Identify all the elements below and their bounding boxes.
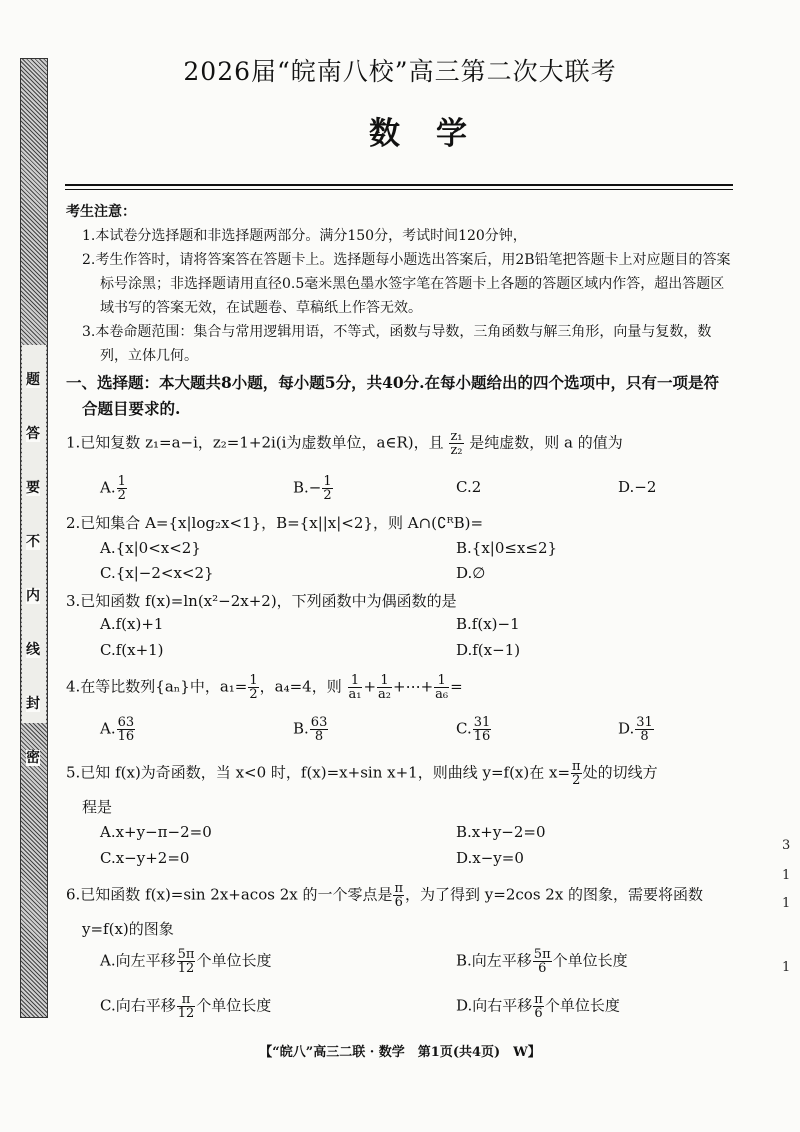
denominator: a₁ [348, 687, 362, 702]
denominator: 2 [249, 687, 258, 702]
denominator: 12 [177, 961, 195, 976]
denominator: a₂ [378, 687, 392, 702]
q6-option-d [456, 993, 620, 1020]
numerator: 1 [348, 674, 363, 688]
option-label: D. [618, 719, 635, 738]
q2-option-b: B.{x|0≤x≤2} [456, 539, 558, 557]
numerator: 1 [249, 673, 258, 688]
question-4 [66, 674, 736, 701]
q5-option-c: C.x−y+2=0 [100, 849, 190, 867]
subject-title: 数学 [369, 116, 503, 152]
denominator: 16 [473, 729, 491, 744]
option-suffix: 个单位长度 [196, 996, 272, 1015]
q5-fraction [571, 760, 582, 787]
option-fraction [310, 716, 329, 743]
q1-option-d [618, 478, 656, 496]
q4-option-d [618, 716, 655, 743]
binding-char: 线 [26, 642, 40, 658]
q5-option-a: A.x+y−π−2=0 [100, 823, 212, 841]
q5-stem-cont: 程是 [82, 798, 113, 816]
edge-mark: 1 [782, 896, 791, 911]
notice-item: 3.本卷命题范围：集合与常用逻辑用语，不等式，函数与导数，三角函数与解三角形，向量与复数，数列，立体几何。 [82, 324, 712, 364]
q1-option-c [456, 478, 481, 496]
denominator: 6 [394, 895, 403, 910]
denominator: 8 [640, 729, 649, 744]
section-line: 一、选择题：本大题共8小题，每小题5分，共40分.在每小题给出的四个选项中，只有一项是符 [66, 373, 720, 392]
numerator: z₁ [450, 429, 463, 444]
option-label: C. [456, 478, 472, 496]
q1-stem-end: 是纯虚数，则 a 的值为 [469, 433, 623, 452]
q4-option-c [456, 716, 492, 743]
q4-option-b [293, 716, 329, 743]
exam-notice [66, 200, 736, 368]
option-label: B.向左平移 [456, 951, 532, 970]
q4-a1-fraction [248, 674, 258, 701]
binding-char: 内 [26, 588, 40, 604]
q4-stem-mid: ，a₄=4，则 [259, 677, 342, 696]
notice-item: 2.考生作答时，请将答案答在答题卡上。选择题每小题选出答案后，用2B铅笔把答题卡上对应题目的答案标号涂黑；非选择题请用直径0.5毫米黑色墨水签字笔在答题卡上各题的答题区域内作答，超出答题区域书写的答案无效，在试题卷、草稿纸上作答无效。 [82, 252, 731, 316]
q5-stem: 5.已知 f(x)为奇函数，当 x<0 时，f(x)=x+sin x+1，则曲线 y=f(x)在 x= [66, 763, 571, 782]
q4-stem: 4.在等比数列{aₙ}中，a₁= [66, 677, 248, 696]
q3-option-a: A.f(x)+1 [100, 615, 164, 633]
option-label: D. [618, 478, 635, 496]
option-fraction [117, 475, 127, 502]
q1-option-a [100, 475, 128, 502]
option-fraction [533, 993, 544, 1020]
binding-char: 答 [26, 426, 40, 442]
q6-option-c [100, 993, 271, 1020]
q2-option-c: C.{x|−2<x<2} [100, 564, 214, 582]
option-label: A.向左平移 [100, 951, 176, 970]
option-fraction [635, 716, 654, 743]
binding-labels [26, 372, 40, 766]
option-fraction [533, 948, 552, 975]
plus-sign: + [363, 677, 377, 696]
q3-option-b: B.f(x)−1 [456, 615, 520, 633]
q6-option-b [456, 948, 628, 975]
q1-stem: 1.已知复数 z₁=a−i，z₂=1+2i(i为虚数单位，a∈R)，且 [66, 433, 444, 452]
edge-mark: 3 [782, 838, 791, 853]
q2-option-a: A.{x|0<x<2} [100, 539, 201, 557]
q5-stem-end: 处的切线方 [582, 763, 658, 782]
q3-option-c: C.f(x+1) [100, 641, 164, 659]
binding-char: 密 [26, 750, 40, 766]
q3-option-d: D.f(x−1) [456, 641, 521, 659]
binding-char: 不 [26, 534, 40, 550]
option-label: C. [456, 719, 472, 738]
numerator: 1 [377, 674, 392, 688]
numerator: 31 [473, 715, 491, 730]
q6-stem-cont: y=f(x)的图象 [82, 920, 174, 938]
binding-char: 题 [26, 372, 40, 388]
option-fraction [177, 948, 196, 975]
binding-char: 封 [26, 696, 40, 712]
q6-fraction [393, 882, 404, 909]
numerator: 1 [323, 474, 332, 489]
q5-option-d: D.x−y=0 [456, 849, 524, 867]
numerator: 1 [117, 474, 126, 489]
notice-item: 1.本试卷分选择题和非选择题两部分。满分150分，考试时间120分钟， [82, 228, 527, 244]
option-suffix: 个单位长度 [196, 951, 272, 970]
option-text: 2 [471, 478, 482, 496]
page-footer: 【“皖八”高三二联 · 数学 第1页(共4页) W】 [259, 1045, 541, 1060]
q5-option-b: B.x+y−2=0 [456, 823, 546, 841]
option-fraction [473, 716, 492, 743]
numerator: 5π [533, 947, 551, 962]
q4-term-fraction [377, 674, 392, 701]
denominator: a₆ [435, 687, 449, 702]
ellipsis-sign: +⋯+ [393, 677, 434, 696]
numerator: π [572, 759, 581, 774]
q4-term-fraction [434, 674, 449, 701]
q1-fraction [449, 430, 463, 457]
numerator: 1 [434, 674, 449, 688]
option-label: C.向右平移 [100, 996, 176, 1015]
numerator: 31 [636, 715, 653, 730]
option-fraction [322, 475, 332, 502]
q6-option-a [100, 948, 271, 975]
exam-title: 2026届“皖南八校”高三第二次大联考 [183, 57, 617, 86]
denominator: 2 [572, 773, 581, 788]
question-3: 3.已知函数 f(x)=ln(x²−2x+2)，下列函数中为偶函数的是 [66, 592, 457, 610]
notice-heading: 考生注意： [66, 204, 136, 220]
binding-char: 要 [26, 480, 40, 496]
denominator: 6 [534, 1006, 543, 1021]
option-sign: − [308, 478, 322, 497]
denominator: 8 [314, 729, 324, 744]
question-1 [66, 430, 736, 457]
option-label: B. [293, 719, 309, 738]
denominator: z₂ [450, 443, 463, 458]
option-label: D.向右平移 [456, 996, 533, 1015]
numerator: 5π [177, 947, 195, 962]
header-rule [65, 184, 733, 186]
q4-term-fraction [348, 674, 363, 701]
option-fraction [117, 716, 136, 743]
edge-mark: 1 [782, 868, 791, 883]
question-5 [66, 760, 736, 787]
option-suffix: 个单位长度 [544, 996, 620, 1015]
q1-option-b [293, 475, 334, 502]
option-label: A. [100, 719, 116, 738]
numerator: π [534, 992, 543, 1007]
denominator: 2 [323, 488, 332, 503]
q6-stem-end: ，为了得到 y=2cos 2x 的图象，需要将函数 [405, 885, 704, 904]
option-label: A. [100, 478, 116, 497]
q2-option-d: D.∅ [456, 564, 486, 582]
denominator: 12 [177, 1006, 195, 1021]
q4-option-a [100, 716, 136, 743]
question-2: 2.已知集合 A={x|log₂x<1}，B={x||x|<2}，则 A∩(∁ᴿB)= [66, 514, 484, 532]
header-rule-thin [65, 189, 733, 190]
denominator: 2 [117, 488, 126, 503]
option-fraction [177, 993, 196, 1020]
numerator: π [177, 993, 196, 1007]
numerator: π [394, 881, 404, 896]
option-text: −2 [634, 478, 657, 496]
numerator: 63 [117, 715, 135, 730]
denominator: 16 [117, 729, 135, 744]
numerator: 63 [310, 715, 328, 730]
option-suffix: 个单位长度 [552, 951, 628, 970]
edge-mark: 1 [782, 960, 791, 975]
denominator: 6 [538, 961, 547, 976]
q6-stem: 6.已知函数 f(x)=sin 2x+acos 2x 的一个零点是 [66, 885, 393, 904]
section-heading [66, 370, 736, 422]
question-6 [66, 882, 736, 909]
section-line: 合题目要求的. [82, 399, 181, 418]
equals-sign: = [450, 677, 463, 696]
option-label: B. [293, 478, 309, 497]
